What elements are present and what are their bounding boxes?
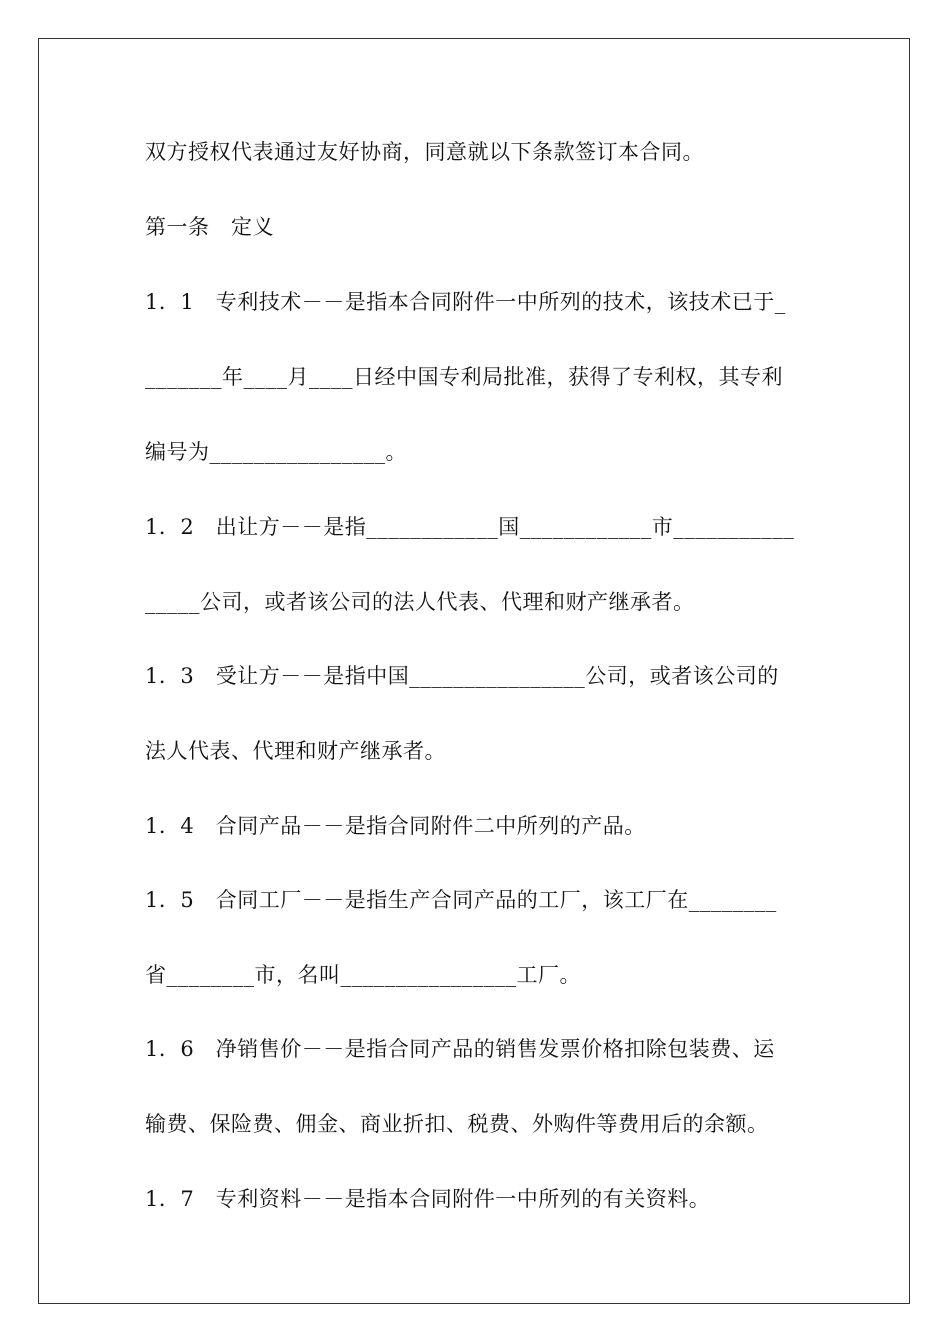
- clause-1-1-line-3: 编号为________________。: [145, 440, 407, 464]
- clause-1-2-line-1: 1．2 出让方－－是指____________国____________市___________: [145, 515, 795, 539]
- clause-1-6-line-1: 1．6 净销售价－－是指合同产品的销售发票价格扣除包装费、运: [145, 1037, 775, 1061]
- clause-1-1-line-1: 1．1 专利技术－－是指本合同附件一中所列的技术，该技术已于_: [145, 290, 786, 314]
- clause-1-5-line-2: 省________市，名叫________________工厂。: [145, 963, 581, 987]
- clause-1-1-line-2: _______年____月____日经中国专利局批准，获得了专利权，其专利: [145, 365, 783, 389]
- clause-1-3-line-2: 法人代表、代理和财产继承者。: [145, 739, 446, 763]
- clause-1-4: 1．4 合同产品－－是指合同附件二中所列的产品。: [145, 814, 646, 838]
- clause-1-5-line-1: 1．5 合同工厂－－是指生产合同产品的工厂，该工厂在________: [145, 888, 777, 912]
- article-heading: 第一条 定义: [145, 215, 274, 239]
- clause-1-2-line-2: _____公司，或者该公司的法人代表、代理和财产继承者。: [145, 590, 695, 614]
- clause-1-6-line-2: 输费、保险费、佣金、商业折扣、税费、外购件等费用后的余额。: [145, 1112, 769, 1136]
- clause-1-3-line-1: 1．3 受让方－－是指中国________________公司，或者该公司的: [145, 664, 779, 688]
- clause-1-7: 1．7 专利资料－－是指本合同附件一中所列的有关资料。: [145, 1187, 711, 1211]
- intro-paragraph: 双方授权代表通过友好协商，同意就以下条款签订本合同。: [145, 140, 704, 164]
